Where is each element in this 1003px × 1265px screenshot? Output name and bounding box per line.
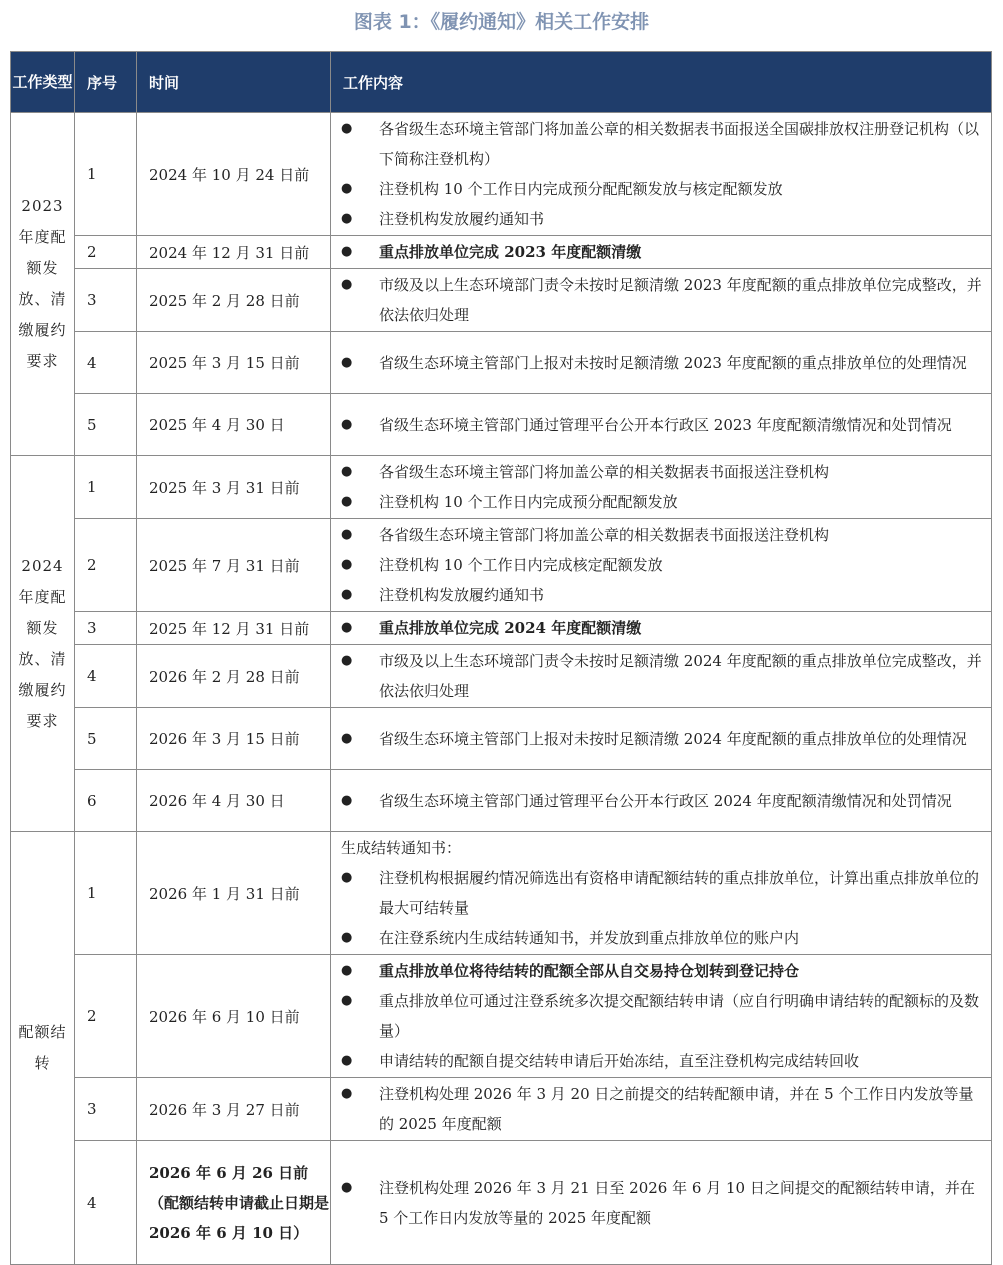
time-cell: 2025 年 4 月 30 日	[137, 394, 331, 456]
time-cell: 2026 年 6 月 26 日前（配额结转申请截止日期是 2026 年 6 月 10 日）	[137, 1141, 331, 1265]
seq-cell: 4	[75, 645, 137, 708]
time-cell: 2026 年 6 月 10 日前	[137, 955, 331, 1078]
bullet-icon: ●	[341, 557, 353, 572]
content-item-text: 重点排放单位完成 2023 年度配额清缴	[379, 243, 642, 261]
table-row	[11, 519, 992, 612]
content-item	[341, 956, 983, 986]
content-item	[341, 174, 983, 204]
bullet-icon: ●	[341, 1053, 353, 1068]
time-cell: 2026 年 1 月 31 日前	[137, 832, 331, 955]
content-item	[341, 1079, 983, 1139]
content-cell	[331, 1141, 992, 1265]
table-title: 图表 1：《履约通知》相关工作安排	[353, 11, 650, 33]
content-item	[341, 863, 983, 923]
content-item	[341, 1173, 983, 1233]
content-cell	[331, 955, 992, 1078]
content-item-text: 省级生态环境主管部门通过管理平台公开本行政区 2023 年度配额清缴情况和处罚情况	[379, 415, 952, 434]
time-cell: 2025 年 7 月 31 日前	[137, 519, 331, 612]
table-row	[11, 708, 992, 770]
content-item	[341, 270, 983, 330]
table-row	[11, 955, 992, 1078]
content-item	[341, 457, 983, 487]
table-row	[11, 1078, 992, 1141]
bullet-icon: ●	[341, 620, 353, 635]
content-cell	[331, 708, 992, 770]
content-item	[341, 520, 983, 550]
content-item-text: 注登机构 10 个工作日内完成核定配额发放	[379, 556, 663, 574]
time-cell: 2026 年 4 月 30 日	[137, 770, 331, 832]
time-cell: 2025 年 3 月 15 日前	[137, 332, 331, 394]
table-row	[11, 236, 992, 269]
bullet-icon: ●	[341, 993, 353, 1008]
table-row	[11, 332, 992, 394]
seq-cell: 1	[75, 113, 137, 236]
content-item-text: 注登机构发放履约通知书	[379, 586, 545, 604]
content-item-text: 注登机构处理 2026 年 3 月 20 日之前提交的结转配额申请，并在 5 个工作日内发放等量的 2025 年度配额	[379, 1085, 974, 1133]
header-row	[11, 52, 992, 113]
schedule-table	[10, 51, 992, 1265]
content-cell	[331, 332, 992, 394]
content-item-text: 各省级生态环境主管部门将加盖公章的相关数据表书面报送全国碳排放权注册登记机构（以下简称注登机构）	[379, 120, 980, 168]
bullet-icon: ●	[341, 730, 353, 746]
content-item-text: 重点排放单位完成 2024 年度配额清缴	[379, 619, 642, 637]
content-item-text: 市级及以上生态环境部门责令未按时足额清缴 2023 年度配额的重点排放单位完成整改，并依法依归处理	[379, 276, 982, 324]
time-cell: 2024 年 12 月 31 日前	[137, 236, 331, 269]
content-item-text: 重点排放单位可通过注登系统多次提交配额结转申请（应自行明确申请结转的配额标的及数量）	[379, 992, 980, 1040]
table-row	[11, 394, 992, 456]
content-cell	[331, 612, 992, 645]
seq-cell: 4	[75, 1141, 137, 1265]
table-row	[11, 612, 992, 645]
content-item	[341, 1046, 983, 1076]
time-cell: 2026 年 3 月 27 日前	[137, 1078, 331, 1141]
table-row	[11, 269, 992, 332]
content-item	[341, 613, 983, 643]
seq-cell: 2	[75, 519, 137, 612]
bullet-icon: ●	[341, 277, 353, 292]
header-seq: 序号	[75, 52, 137, 113]
bullet-icon: ●	[341, 1179, 353, 1195]
content-intro: 生成结转通知书：	[341, 839, 462, 857]
content-item	[341, 487, 983, 517]
content-item	[341, 550, 983, 580]
bullet-icon: ●	[341, 963, 353, 978]
header-type: 工作类型	[11, 52, 75, 113]
work-type-cell: 配额结转	[11, 832, 75, 1265]
content-item	[341, 986, 983, 1046]
header-content: 工作内容	[331, 52, 992, 113]
bullet-icon: ●	[341, 181, 353, 196]
bullet-icon: ●	[341, 211, 353, 226]
content-item-text: 注登机构根据履约情况筛选出有资格申请配额结转的重点排放单位，计算出重点排放单位的最大可结转量	[379, 869, 980, 917]
content-item-text: 重点排放单位将待结转的配额全部从自交易持仓划转到登记持仓	[379, 962, 800, 980]
bullet-icon: ●	[341, 587, 353, 602]
content-item-text: 省级生态环境主管部门上报对未按时足额清缴 2023 年度配额的重点排放单位的处理情况	[379, 353, 967, 372]
bullet-icon: ●	[341, 464, 353, 479]
content-cell	[331, 645, 992, 708]
content-item	[341, 646, 983, 706]
content-item-text: 省级生态环境主管部门通过管理平台公开本行政区 2024 年度配额清缴情况和处罚情况	[379, 791, 952, 810]
seq-cell: 1	[75, 456, 137, 519]
seq-cell: 2	[75, 955, 137, 1078]
work-type-cell: 2023年度配额发放、清缴履约要求	[11, 113, 75, 456]
seq-cell: 6	[75, 770, 137, 832]
table-row	[11, 645, 992, 708]
table-row	[11, 1141, 992, 1265]
content-item	[341, 237, 983, 267]
table-row	[11, 456, 992, 519]
time-cell: 2026 年 3 月 15 日前	[137, 708, 331, 770]
content-cell	[331, 456, 992, 519]
time-cell: 2025 年 2 月 28 日前	[137, 269, 331, 332]
content-item	[341, 786, 983, 816]
bullet-icon: ●	[341, 494, 353, 509]
bullet-icon: ●	[341, 653, 353, 668]
time-cell: 2025 年 3 月 31 日前	[137, 456, 331, 519]
seq-cell: 2	[75, 236, 137, 269]
content-item	[341, 410, 983, 440]
content-item	[341, 114, 983, 174]
content-cell	[331, 519, 992, 612]
content-item-text: 注登机构 10 个工作日内完成预分配配额发放	[379, 493, 678, 511]
seq-cell: 3	[75, 612, 137, 645]
table-row	[11, 113, 992, 236]
content-item-text: 注登机构发放履约通知书	[379, 210, 545, 228]
content-item-text: 在注登系统内生成结转通知书，并发放到重点排放单位的账户内	[379, 929, 800, 947]
content-item-text: 省级生态环境主管部门上报对未按时足额清缴 2024 年度配额的重点排放单位的处理情况	[379, 729, 967, 748]
bullet-icon: ●	[341, 527, 353, 542]
content-cell	[331, 236, 992, 269]
bullet-icon: ●	[341, 792, 353, 808]
content-item-text: 注登机构处理 2026 年 3 月 21 日至 2026 年 6 月 10 日之间提交的配额结转申请，并在 5 个工作日内发放等量的 2025 年度配额	[379, 1178, 975, 1227]
content-cell	[331, 832, 992, 955]
content-cell	[331, 1078, 992, 1141]
content-item	[341, 724, 983, 754]
bullet-icon: ●	[341, 930, 353, 945]
content-item	[341, 204, 983, 234]
seq-cell: 5	[75, 708, 137, 770]
bullet-icon: ●	[341, 244, 353, 259]
content-cell	[331, 770, 992, 832]
bullet-icon: ●	[341, 1086, 353, 1101]
work-type-cell: 2024年度配额发放、清缴履约要求	[11, 456, 75, 832]
content-item	[341, 923, 983, 953]
time-cell: 2024 年 10 月 24 日前	[137, 113, 331, 236]
time-cell: 2025 年 12 月 31 日前	[137, 612, 331, 645]
seq-cell: 5	[75, 394, 137, 456]
seq-cell: 3	[75, 269, 137, 332]
content-cell	[331, 394, 992, 456]
bullet-icon: ●	[341, 121, 353, 136]
table-row	[11, 770, 992, 832]
bullet-icon: ●	[341, 870, 353, 885]
content-item-text: 市级及以上生态环境部门责令未按时足额清缴 2024 年度配额的重点排放单位完成整改，并依法依归处理	[379, 652, 982, 700]
seq-cell: 3	[75, 1078, 137, 1141]
content-item-text: 注登机构 10 个工作日内完成预分配配额发放与核定配额发放	[379, 180, 783, 198]
bullet-icon: ●	[341, 416, 353, 432]
content-item	[341, 580, 983, 610]
content-item-text: 申请结转的配额自提交结转申请后开始冻结，直至注登机构完成结转回收	[379, 1052, 860, 1070]
bullet-icon: ●	[341, 354, 353, 370]
header-time: 时间	[137, 52, 331, 113]
content-item-text: 各省级生态环境主管部门将加盖公章的相关数据表书面报送注登机构	[379, 463, 830, 481]
seq-cell: 1	[75, 832, 137, 955]
content-item	[341, 348, 983, 378]
table-row	[11, 832, 992, 955]
content-cell	[331, 113, 992, 236]
content-cell	[331, 269, 992, 332]
time-cell: 2026 年 2 月 28 日前	[137, 645, 331, 708]
seq-cell: 4	[75, 332, 137, 394]
content-item-text: 各省级生态环境主管部门将加盖公章的相关数据表书面报送注登机构	[379, 526, 830, 544]
table-body	[11, 113, 992, 1265]
